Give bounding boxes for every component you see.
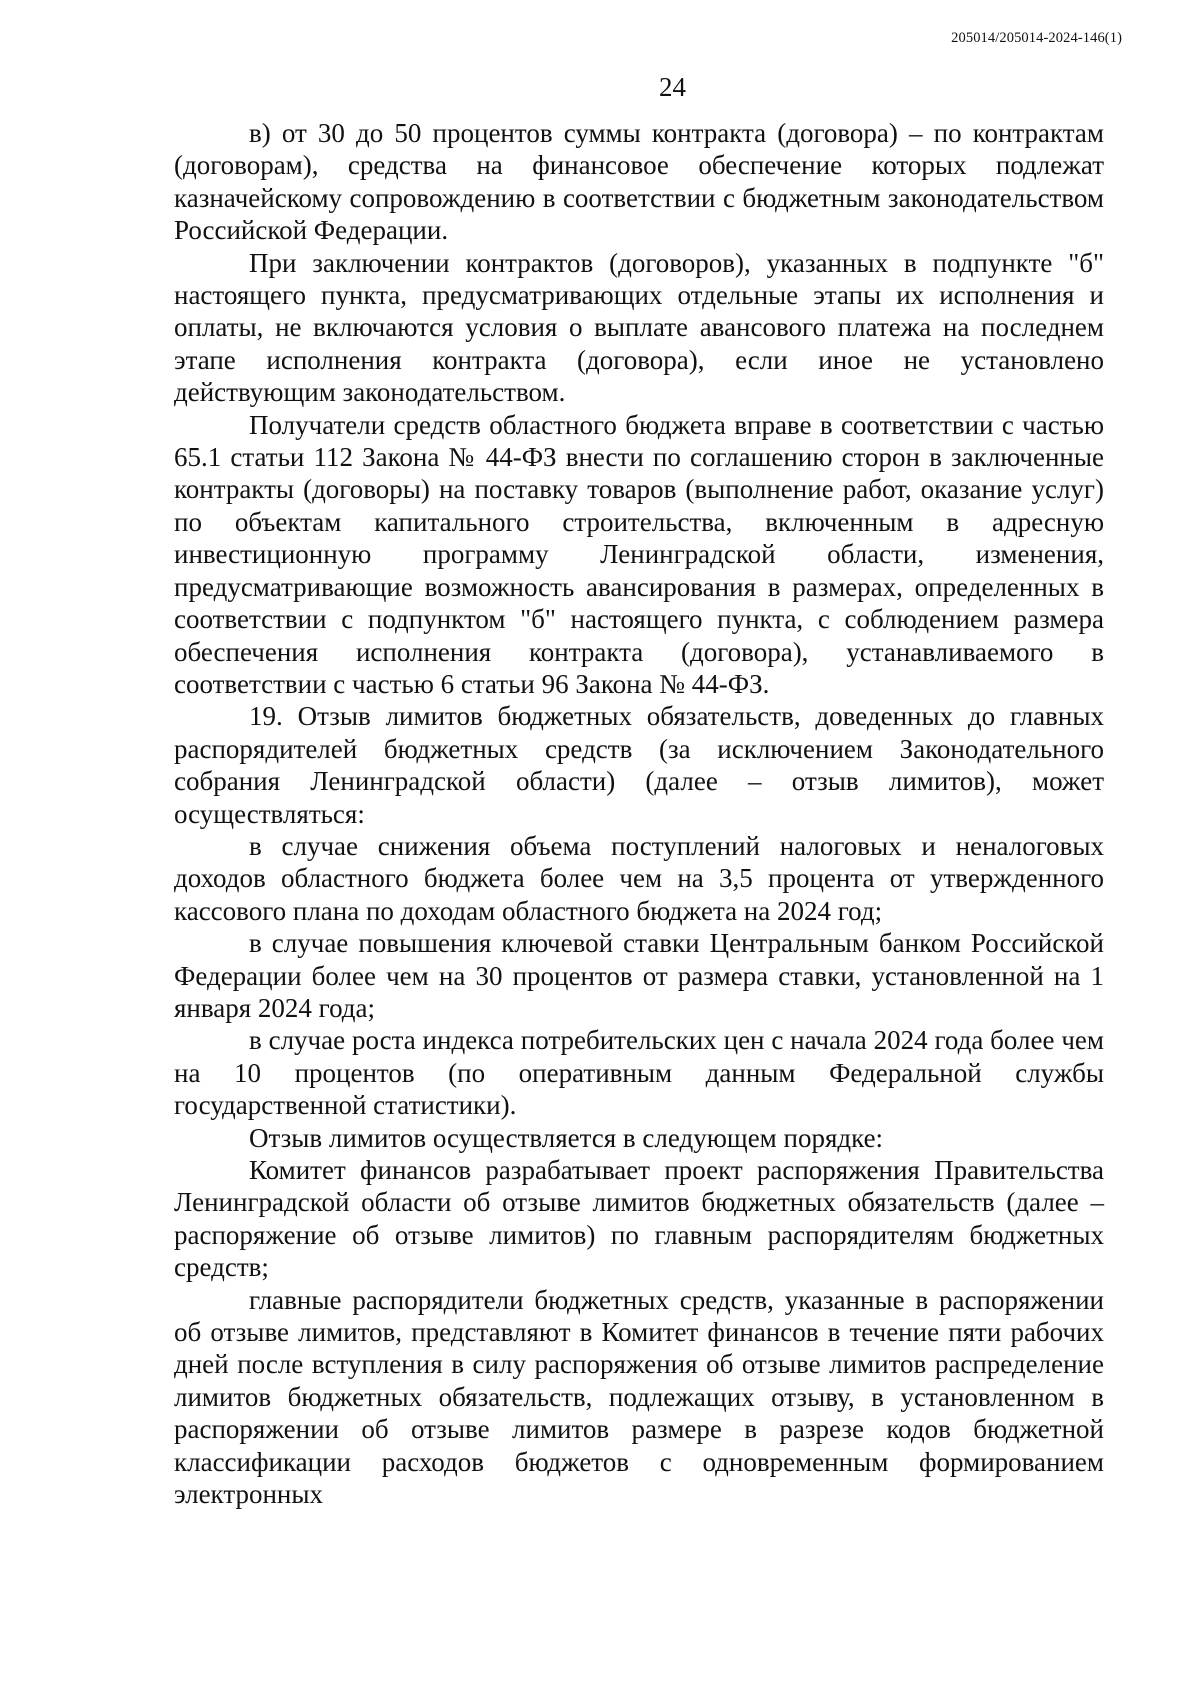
- paragraph-condition-cpi: в случае роста индекса потребительских цен с начала 2024 года более чем на 10 процентов (по оперативным данным Федеральной службы государственной статистики).: [174, 1025, 1104, 1121]
- paragraph-contract-amendments: Получатели средств областного бюджета вправе в соответствии с частью 65.1 статьи 112 Закона № 44-ФЗ внести по соглашению сторон в заключенные контракты (договоры) на поставку товаров (выполнение работ, оказание услуг) по объектам капитального строительства, включенным в адресную инвестиционную программу Ленинградской области, изменения, предусматривающие возможность авансирования в размерах, определенных в соответствии с подпунктом "б" настоящего пункта, с соблюдением размера обеспечения исполнения контракта (договора), устанавливаемого в соответствии с частью 6 статьи 96 Закона № 44-ФЗ.: [174, 409, 1104, 699]
- paragraph-item-19: 19. Отзыв лимитов бюджетных обязательств, доведенных до главных распорядителей бюджетных средств (за исключением Законодательного собрания Ленинградской области) (далее – отзыв лимитов), может осуществляться:: [174, 701, 1104, 829]
- paragraph-staged-contracts: При заключении контрактов (договоров), указанных в подпункте "б" настоящего пункта, предусматривающих отдельные этапы их исполнения и оплаты, не включаются условия о выплате авансового платежа на последнем этапе исполнения контракта (договора), если иное не установлено действующим законодательством.: [174, 247, 1104, 408]
- paragraph-finance-committee: Комитет финансов разрабатывает проект распоряжения Правительства Ленинградской области об отзыве лимитов бюджетных обязательств (далее – распоряжение об отзыве лимитов) по главным распорядителям бюджетных средств;: [174, 1155, 1104, 1283]
- document-id: 205014/205014-2024-146(1): [951, 30, 1122, 46]
- paragraph-advance-c: в) от 30 до 50 процентов суммы контракта (договора) – по контрактам (договорам), средства на финансовое обеспечение которых подлежат казначейскому сопровождению в соответствии с бюджетным законодательством Российской Федерации.: [174, 118, 1104, 246]
- paragraph-condition-revenue: в случае снижения объема поступлений налоговых и неналоговых доходов областного бюджета более чем на 3,5 процента от утвержденного кассового плана по доходам областного бюджета на 2024 год;: [174, 830, 1104, 926]
- page-number: 24: [659, 72, 686, 102]
- paragraph-condition-key-rate: в случае повышения ключевой ставки Центральным банком Российской Федерации более чем на 30 процентов от размера ставки, установленной на 1 января 2024 года;: [174, 928, 1104, 1023]
- document-body: [174, 117, 1104, 1510]
- paragraph-procedure-intro: Отзыв лимитов осуществляется в следующем порядке:: [249, 1122, 884, 1153]
- paragraph-main-managers: главные распорядители бюджетных средств, указанные в распоряжении об отзыве лимитов, представляют в Комитет финансов в течение пяти рабочих дней после вступления в силу распоряжения об отзыве лимитов распределение лимитов бюджетных обязательств, подлежащих отзыву, в установленном в распоряжении об отзыве лимитов размере в разрезе кодов бюджетной классификации расходов бюджетов с одновременным формированием электронных: [174, 1284, 1104, 1510]
